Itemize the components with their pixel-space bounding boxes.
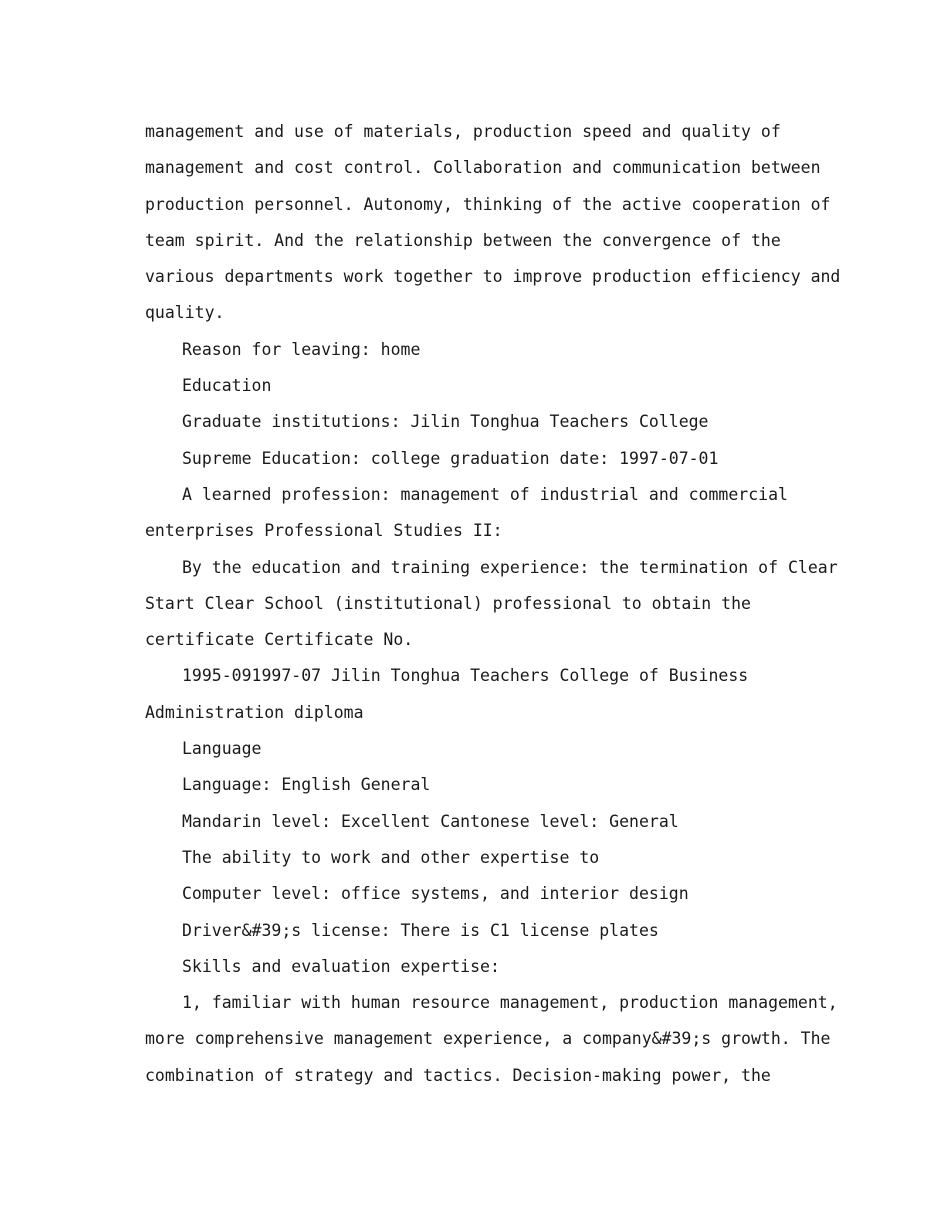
reason-for-leaving: Reason for leaving: home xyxy=(182,339,421,359)
ability-heading: The ability to work and other expertise to xyxy=(182,847,600,867)
body-line-2: management and cost control. Collaboration and communication between xyxy=(145,158,821,178)
education-entry-cont: Administration diploma xyxy=(145,702,364,722)
graduate-institutions: Graduate institutions: Jilin Tonghua Teachers College xyxy=(182,412,709,432)
learned-profession-cont: enterprises Professional Studies II: xyxy=(145,521,503,541)
body-line-6: quality. xyxy=(145,303,225,323)
training-experience: By the education and training experience: the termination of Clear xyxy=(182,557,838,577)
training-experience-cont-1: Start Clear School (institutional) professional to obtain the xyxy=(145,593,751,613)
learned-profession: A learned profession: management of industrial and commercial xyxy=(182,484,788,504)
body-line-5: various departments work together to improve production efficiency and xyxy=(145,267,841,287)
body-line-1: management and use of materials, production speed and quality of xyxy=(145,122,781,141)
supreme-education: Supreme Education: college graduation date: 1997-07-01 xyxy=(182,448,719,468)
drivers-license: Driver&#39;s license: There is C1 license plates xyxy=(182,920,659,940)
education-heading: Education xyxy=(182,376,272,396)
language-levels: Mandarin level: Excellent Cantonese level: General xyxy=(182,811,679,831)
training-experience-cont-2: certificate Certificate No. xyxy=(145,630,414,650)
skill-item-1-cont-2: combination of strategy and tactics. Decision-making power, the xyxy=(145,1065,771,1085)
language-english: Language: English General xyxy=(182,775,431,795)
skill-item-1: 1, familiar with human resource management, production management, xyxy=(182,993,838,1013)
computer-level: Computer level: office systems, and interior design xyxy=(182,884,689,904)
document-body xyxy=(145,114,841,1094)
education-entry: 1995-091997-07 Jilin Tonghua Teachers College of Business xyxy=(182,666,749,686)
body-line-3: production personnel. Autonomy, thinking of the active cooperation of xyxy=(145,194,831,214)
skill-item-1-cont-1: more comprehensive management experience, a company&#39;s growth. The xyxy=(145,1029,831,1049)
language-heading: Language xyxy=(182,739,262,759)
body-line-4: team spirit. And the relationship between the convergence of the xyxy=(145,230,781,250)
skills-heading: Skills and evaluation expertise: xyxy=(182,956,500,976)
